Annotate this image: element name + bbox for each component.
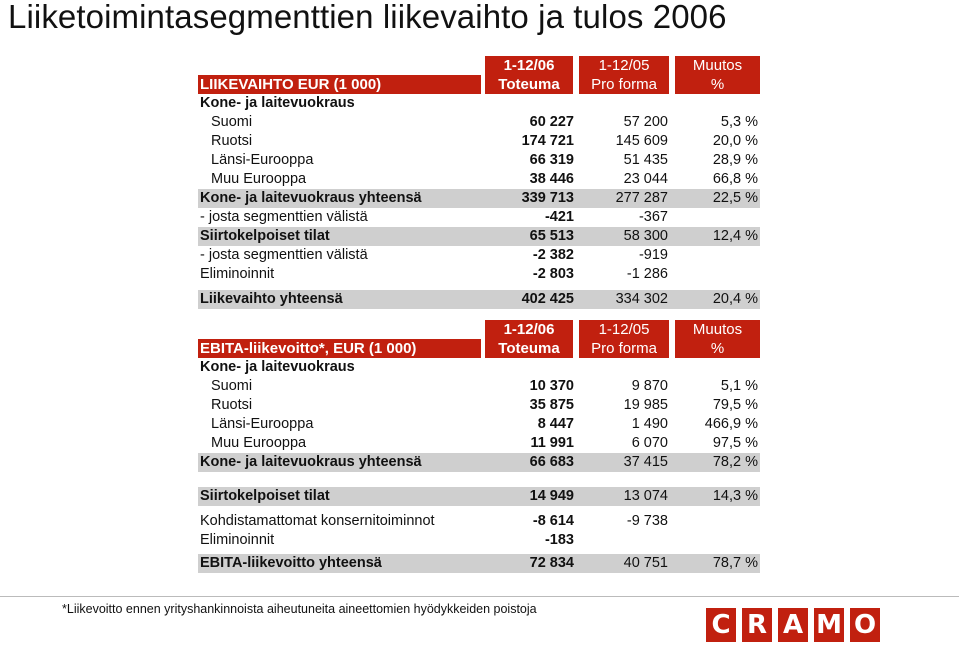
- value-2006: 339 713: [521, 190, 574, 206]
- table-row: [198, 415, 760, 434]
- table-row: [198, 531, 760, 550]
- change-percent: 22,5 %: [712, 190, 758, 206]
- footnote: *Liikevoitto ennen yrityshankinnoista aiheutuneita aineettomien hyödykkeiden poistoja: [62, 602, 537, 616]
- page-title: Liiketoimintasegmenttien liikevaihto ja tulos 2006: [8, 0, 727, 35]
- change-percent: 5,3 %: [720, 114, 758, 130]
- value-2006: 10 370: [529, 378, 574, 394]
- change-percent: 12,4 %: [712, 228, 758, 244]
- table-row: [198, 113, 760, 132]
- row-label: Muu Eurooppa: [211, 435, 307, 451]
- footer-divider: [0, 596, 959, 597]
- col-header-change: Muutos %: [675, 56, 760, 94]
- value-2006: 11 991: [530, 435, 574, 451]
- row-label: Siirtokelpoiset tilat: [200, 488, 330, 504]
- row-label: Kohdistamattomat konsernitoiminnot: [200, 513, 435, 529]
- col-header-2006: 1-12/06 Toteuma: [485, 56, 573, 94]
- cramo-logo: [706, 608, 880, 642]
- row-label: Kone- ja laitevuokraus yhteensä: [200, 190, 422, 206]
- row-label: EBITA-liikevoitto yhteensä: [200, 555, 382, 571]
- table-row: [198, 453, 760, 472]
- row-label: Suomi: [211, 378, 253, 394]
- value-2005: 23 044: [623, 171, 668, 187]
- value-2005: 37 415: [623, 454, 668, 470]
- value-2006: 14 949: [529, 488, 574, 504]
- value-2005: 277 287: [615, 190, 668, 206]
- change-percent: 14,3 %: [712, 488, 758, 504]
- table-row: [198, 434, 760, 453]
- change-percent: 5,1 %: [720, 378, 758, 394]
- logo-letter: O: [850, 608, 880, 642]
- value-2005: -9 738: [626, 513, 668, 529]
- table-row: [198, 208, 760, 227]
- change-percent: 20,4 %: [712, 291, 758, 307]
- logo-letter: R: [742, 608, 772, 642]
- row-label: Kone- ja laitevuokraus: [200, 359, 355, 375]
- value-2006: 402 425: [521, 291, 574, 307]
- logo-letter: C: [706, 608, 736, 642]
- table-row: [198, 290, 760, 309]
- change-percent: 78,2 %: [712, 454, 758, 470]
- change-percent: 466,9 %: [704, 416, 758, 432]
- value-2005: -919: [638, 247, 668, 263]
- table-row: [198, 377, 760, 396]
- value-2006: -2 382: [532, 247, 574, 263]
- col-header-change: Muutos %: [675, 320, 760, 358]
- ebita-table-header: [198, 320, 760, 358]
- change-percent: 28,9 %: [712, 152, 758, 168]
- row-label: Eliminoinnit: [200, 266, 275, 282]
- row-label: - josta segmenttien välistä: [200, 209, 368, 225]
- value-2006: 60 227: [529, 114, 574, 130]
- value-2005: 40 751: [623, 555, 668, 571]
- value-2005: 145 609: [615, 133, 668, 149]
- row-label: Suomi: [211, 114, 253, 130]
- col-header-2005: 1-12/05 Pro forma: [579, 320, 669, 358]
- value-2006: 38 446: [529, 171, 574, 187]
- revenue-header-label: LIIKEVAIHTO EUR (1 000): [200, 76, 382, 93]
- value-2005: 58 300: [623, 228, 668, 244]
- table-row: [198, 94, 760, 113]
- row-label: Länsi-Eurooppa: [211, 152, 314, 168]
- logo-letter: A: [778, 608, 808, 642]
- value-2005: 13 074: [623, 488, 668, 504]
- change-percent: 66,8 %: [712, 171, 758, 187]
- value-2005: 6 070: [631, 435, 668, 451]
- col-header-2006: 1-12/06 Toteuma: [485, 320, 573, 358]
- value-2006: 65 513: [529, 228, 574, 244]
- revenue-table-header: [198, 56, 760, 94]
- row-label: Länsi-Eurooppa: [211, 416, 314, 432]
- value-2006: 8 447: [537, 416, 574, 432]
- row-label: Liikevaihto yhteensä: [200, 291, 343, 307]
- change-percent: 97,5 %: [712, 435, 758, 451]
- row-label: Kone- ja laitevuokraus: [200, 95, 355, 111]
- value-2005: 51 435: [623, 152, 668, 168]
- table-row: [198, 227, 760, 246]
- row-label: Muu Eurooppa: [211, 171, 307, 187]
- value-2005: 19 985: [623, 397, 668, 413]
- value-2006: -8 614: [532, 513, 574, 529]
- value-2006: 35 875: [529, 397, 574, 413]
- value-2005: 57 200: [623, 114, 668, 130]
- table-row: [198, 512, 760, 531]
- value-2005: 9 870: [631, 378, 668, 394]
- value-2006: 174 721: [521, 133, 574, 149]
- row-label: Ruotsi: [211, 133, 253, 149]
- row-label: Kone- ja laitevuokraus yhteensä: [200, 454, 422, 470]
- value-2005: 334 302: [615, 291, 668, 307]
- table-row: [198, 246, 760, 265]
- table-row: [198, 189, 760, 208]
- table-row: [198, 170, 760, 189]
- col-header-2005: 1-12/05 Pro forma: [579, 56, 669, 94]
- table-row: [198, 265, 760, 284]
- value-2006: -2 803: [532, 266, 574, 282]
- value-2006: -183: [544, 532, 574, 548]
- row-label: - josta segmenttien välistä: [200, 247, 368, 263]
- row-label: Eliminoinnit: [200, 532, 275, 548]
- value-2005: -1 286: [626, 266, 668, 282]
- table-row: [198, 554, 760, 573]
- table-row: [198, 151, 760, 170]
- table-row: [198, 487, 760, 506]
- value-2006: 72 834: [529, 555, 574, 571]
- value-2006: 66 683: [529, 454, 574, 470]
- table-row: [198, 358, 760, 377]
- value-2006: -421: [544, 209, 574, 225]
- ebita-header-label: EBITA-liikevoitto*, EUR (1 000): [200, 340, 417, 357]
- change-percent: 20,0 %: [712, 133, 758, 149]
- value-2005: 1 490: [631, 416, 668, 432]
- logo-letter: M: [814, 608, 844, 642]
- table-row: [198, 396, 760, 415]
- value-2006: 66 319: [529, 152, 574, 168]
- value-2005: -367: [638, 209, 668, 225]
- row-label: Siirtokelpoiset tilat: [200, 228, 330, 244]
- change-percent: 79,5 %: [712, 397, 758, 413]
- table-row: [198, 132, 760, 151]
- change-percent: 78,7 %: [712, 555, 758, 571]
- row-label: Ruotsi: [211, 397, 253, 413]
